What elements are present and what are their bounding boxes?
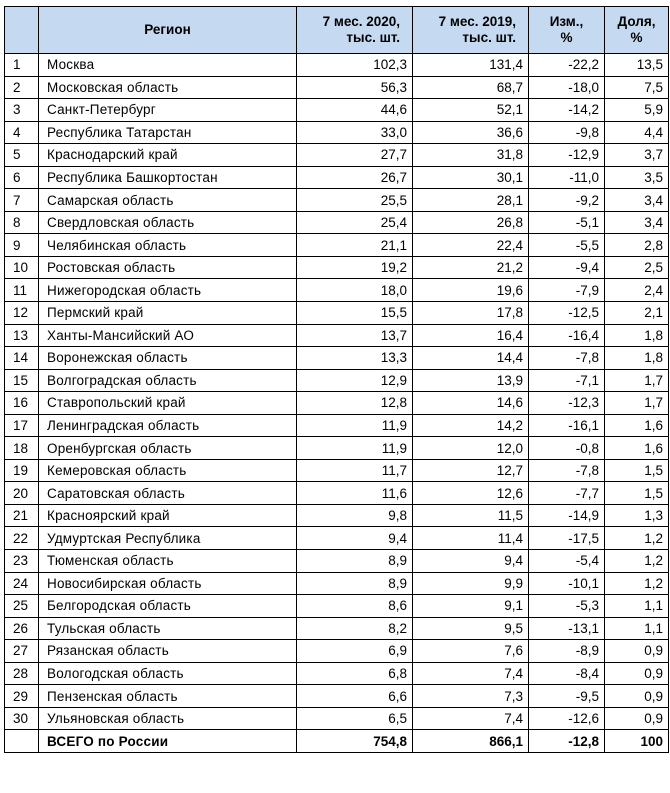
value-2019: 12,6 bbox=[413, 482, 529, 505]
region-name: Красноярский край bbox=[39, 504, 297, 527]
region-sales-table bbox=[4, 6, 669, 753]
row-number: 9 bbox=[5, 234, 39, 257]
share-percent: 4,4 bbox=[605, 121, 669, 144]
change-percent: -7,1 bbox=[529, 369, 605, 392]
value-2020: 9,4 bbox=[297, 527, 413, 550]
change-percent: -18,0 bbox=[529, 76, 605, 99]
table-row bbox=[5, 640, 669, 663]
change-percent: -16,4 bbox=[529, 324, 605, 347]
value-2019: 131,4 bbox=[413, 54, 529, 77]
value-2020: 56,3 bbox=[297, 76, 413, 99]
change-percent: -13,1 bbox=[529, 617, 605, 640]
value-2020: 11,9 bbox=[297, 437, 413, 460]
share-percent: 5,9 bbox=[605, 99, 669, 122]
value-2019: 17,8 bbox=[413, 302, 529, 325]
share-percent: 3,5 bbox=[605, 166, 669, 189]
change-percent: -8,9 bbox=[529, 640, 605, 663]
share-percent: 1,8 bbox=[605, 324, 669, 347]
share-percent: 1,2 bbox=[605, 572, 669, 595]
change-percent: -12,3 bbox=[529, 392, 605, 415]
share-percent: 3,4 bbox=[605, 189, 669, 212]
region-name: Вологодская область bbox=[39, 662, 297, 685]
share-percent: 0,9 bbox=[605, 685, 669, 708]
value-2019: 12,0 bbox=[413, 437, 529, 460]
row-number: 14 bbox=[5, 347, 39, 370]
share-percent: 1,7 bbox=[605, 369, 669, 392]
total-region-name: ВСЕГО по России bbox=[39, 730, 297, 753]
value-2019: 14,6 bbox=[413, 392, 529, 415]
table-row bbox=[5, 459, 669, 482]
change-percent: -17,5 bbox=[529, 527, 605, 550]
row-number: 4 bbox=[5, 121, 39, 144]
change-percent: -7,8 bbox=[529, 347, 605, 370]
value-2020: 11,9 bbox=[297, 414, 413, 437]
value-2020: 13,7 bbox=[297, 324, 413, 347]
region-name: Белгородская область bbox=[39, 595, 297, 618]
value-2019: 28,1 bbox=[413, 189, 529, 212]
value-2019: 12,7 bbox=[413, 459, 529, 482]
table-row bbox=[5, 99, 669, 122]
value-2020: 9,8 bbox=[297, 504, 413, 527]
change-percent: -11,0 bbox=[529, 166, 605, 189]
row-number: 26 bbox=[5, 617, 39, 640]
share-percent: 1,2 bbox=[605, 527, 669, 550]
value-2019: 7,4 bbox=[413, 707, 529, 730]
region-name: Оренбургская область bbox=[39, 437, 297, 460]
value-2019: 7,4 bbox=[413, 662, 529, 685]
value-2020: 21,1 bbox=[297, 234, 413, 257]
value-2019: 14,4 bbox=[413, 347, 529, 370]
share-percent: 7,5 bbox=[605, 76, 669, 99]
change-percent: -9,4 bbox=[529, 256, 605, 279]
header-change: Изм., % bbox=[529, 7, 605, 54]
value-2019: 9,1 bbox=[413, 595, 529, 618]
value-2020: 25,5 bbox=[297, 189, 413, 212]
table-row bbox=[5, 54, 669, 77]
region-name: Рязанская область bbox=[39, 640, 297, 663]
row-number: 20 bbox=[5, 482, 39, 505]
total-share-percent: 100 bbox=[605, 730, 669, 753]
value-2019: 26,8 bbox=[413, 211, 529, 234]
region-name: Московская область bbox=[39, 76, 297, 99]
table-body bbox=[5, 54, 669, 753]
value-2020: 12,9 bbox=[297, 369, 413, 392]
table-row bbox=[5, 324, 669, 347]
value-2019: 9,5 bbox=[413, 617, 529, 640]
row-number: 7 bbox=[5, 189, 39, 212]
value-2020: 6,9 bbox=[297, 640, 413, 663]
value-2020: 102,3 bbox=[297, 54, 413, 77]
share-percent: 1,5 bbox=[605, 459, 669, 482]
row-number: 3 bbox=[5, 99, 39, 122]
region-name: Республика Татарстан bbox=[39, 121, 297, 144]
row-number: 27 bbox=[5, 640, 39, 663]
value-2019: 21,2 bbox=[413, 256, 529, 279]
value-2020: 44,6 bbox=[297, 99, 413, 122]
table-row bbox=[5, 121, 669, 144]
value-2020: 6,8 bbox=[297, 662, 413, 685]
value-2019: 7,6 bbox=[413, 640, 529, 663]
region-name: Ставропольский край bbox=[39, 392, 297, 415]
share-percent: 1,7 bbox=[605, 392, 669, 415]
share-percent: 1,2 bbox=[605, 550, 669, 573]
change-percent: -5,4 bbox=[529, 550, 605, 573]
table-row bbox=[5, 707, 669, 730]
table-row bbox=[5, 572, 669, 595]
value-2020: 6,5 bbox=[297, 707, 413, 730]
region-name: Санкт-Петербург bbox=[39, 99, 297, 122]
table-row bbox=[5, 211, 669, 234]
row-number: 15 bbox=[5, 369, 39, 392]
change-percent: -7,9 bbox=[529, 279, 605, 302]
region-name: Пермский край bbox=[39, 302, 297, 325]
share-percent: 2,1 bbox=[605, 302, 669, 325]
change-percent: -9,2 bbox=[529, 189, 605, 212]
table-row bbox=[5, 685, 669, 708]
value-2019: 22,4 bbox=[413, 234, 529, 257]
change-percent: -12,9 bbox=[529, 144, 605, 167]
value-2020: 12,8 bbox=[297, 392, 413, 415]
total-row bbox=[5, 730, 669, 753]
value-2020: 13,3 bbox=[297, 347, 413, 370]
value-2019: 9,4 bbox=[413, 550, 529, 573]
table-row bbox=[5, 189, 669, 212]
table-row bbox=[5, 76, 669, 99]
row-number: 8 bbox=[5, 211, 39, 234]
region-name: Челябинская область bbox=[39, 234, 297, 257]
value-2019: 52,1 bbox=[413, 99, 529, 122]
row-number: 28 bbox=[5, 662, 39, 685]
region-name: Москва bbox=[39, 54, 297, 77]
region-name: Волгоградская область bbox=[39, 369, 297, 392]
change-percent: -22,2 bbox=[529, 54, 605, 77]
table-row bbox=[5, 279, 669, 302]
share-percent: 3,4 bbox=[605, 211, 669, 234]
change-percent: -8,4 bbox=[529, 662, 605, 685]
region-name: Краснодарский край bbox=[39, 144, 297, 167]
share-percent: 0,9 bbox=[605, 707, 669, 730]
share-percent: 1,8 bbox=[605, 347, 669, 370]
row-number: 13 bbox=[5, 324, 39, 347]
share-percent: 0,9 bbox=[605, 640, 669, 663]
share-percent: 1,5 bbox=[605, 482, 669, 505]
region-name: Ульяновская область bbox=[39, 707, 297, 730]
change-percent: -5,3 bbox=[529, 595, 605, 618]
region-name: Нижегородская область bbox=[39, 279, 297, 302]
table-row bbox=[5, 527, 669, 550]
value-2020: 8,2 bbox=[297, 617, 413, 640]
change-percent: -12,5 bbox=[529, 302, 605, 325]
row-number: 25 bbox=[5, 595, 39, 618]
table-row bbox=[5, 550, 669, 573]
value-2019: 31,8 bbox=[413, 144, 529, 167]
change-percent: -16,1 bbox=[529, 414, 605, 437]
row-number: 5 bbox=[5, 144, 39, 167]
change-percent: -7,7 bbox=[529, 482, 605, 505]
change-percent: -7,8 bbox=[529, 459, 605, 482]
share-percent: 3,7 bbox=[605, 144, 669, 167]
row-number: 22 bbox=[5, 527, 39, 550]
region-name: Новосибирская область bbox=[39, 572, 297, 595]
value-2020: 33,0 bbox=[297, 121, 413, 144]
region-name: Ленинградская область bbox=[39, 414, 297, 437]
value-2019: 9,9 bbox=[413, 572, 529, 595]
value-2019: 13,9 bbox=[413, 369, 529, 392]
region-name: Воронежская область bbox=[39, 347, 297, 370]
table-row bbox=[5, 437, 669, 460]
total-value-2020: 754,8 bbox=[297, 730, 413, 753]
row-number: 19 bbox=[5, 459, 39, 482]
share-percent: 2,5 bbox=[605, 256, 669, 279]
change-percent: -12,6 bbox=[529, 707, 605, 730]
table-header-row bbox=[5, 7, 669, 54]
value-2020: 25,4 bbox=[297, 211, 413, 234]
value-2019: 68,7 bbox=[413, 76, 529, 99]
change-percent: -5,1 bbox=[529, 211, 605, 234]
value-2020: 8,9 bbox=[297, 572, 413, 595]
row-number: 6 bbox=[5, 166, 39, 189]
share-percent: 0,9 bbox=[605, 662, 669, 685]
table-row bbox=[5, 617, 669, 640]
region-name: Кемеровская область bbox=[39, 459, 297, 482]
total-change-percent: -12,8 bbox=[529, 730, 605, 753]
table-row bbox=[5, 256, 669, 279]
table-row bbox=[5, 347, 669, 370]
value-2019: 14,2 bbox=[413, 414, 529, 437]
value-2019: 36,6 bbox=[413, 121, 529, 144]
value-2020: 8,9 bbox=[297, 550, 413, 573]
value-2020: 18,0 bbox=[297, 279, 413, 302]
region-name: Республика Башкортостан bbox=[39, 166, 297, 189]
change-percent: -0,8 bbox=[529, 437, 605, 460]
table-row bbox=[5, 482, 669, 505]
value-2019: 7,3 bbox=[413, 685, 529, 708]
share-percent: 1,1 bbox=[605, 595, 669, 618]
share-percent: 1,3 bbox=[605, 504, 669, 527]
row-number: 24 bbox=[5, 572, 39, 595]
region-name: Саратовская область bbox=[39, 482, 297, 505]
header-region: Регион bbox=[39, 7, 297, 54]
row-number: 10 bbox=[5, 256, 39, 279]
share-percent: 1,6 bbox=[605, 437, 669, 460]
share-percent: 13,5 bbox=[605, 54, 669, 77]
region-name: Тюменская область bbox=[39, 550, 297, 573]
value-2020: 15,5 bbox=[297, 302, 413, 325]
region-name: Свердловская область bbox=[39, 211, 297, 234]
table-row bbox=[5, 504, 669, 527]
value-2019: 19,6 bbox=[413, 279, 529, 302]
header-num bbox=[5, 7, 39, 54]
value-2020: 6,6 bbox=[297, 685, 413, 708]
value-2019: 16,4 bbox=[413, 324, 529, 347]
total-value-2019: 866,1 bbox=[413, 730, 529, 753]
header-share: Доля, % bbox=[605, 7, 669, 54]
change-percent: -14,9 bbox=[529, 504, 605, 527]
row-number: 1 bbox=[5, 54, 39, 77]
row-number: 18 bbox=[5, 437, 39, 460]
table-row bbox=[5, 166, 669, 189]
region-name: Тульская область bbox=[39, 617, 297, 640]
table-row bbox=[5, 234, 669, 257]
region-name: Ханты-Мансийский АО bbox=[39, 324, 297, 347]
value-2020: 27,7 bbox=[297, 144, 413, 167]
row-number: 17 bbox=[5, 414, 39, 437]
table-row bbox=[5, 662, 669, 685]
region-name: Самарская область bbox=[39, 189, 297, 212]
value-2019: 30,1 bbox=[413, 166, 529, 189]
change-percent: -10,1 bbox=[529, 572, 605, 595]
share-percent: 1,1 bbox=[605, 617, 669, 640]
change-percent: -9,8 bbox=[529, 121, 605, 144]
value-2019: 11,5 bbox=[413, 504, 529, 527]
row-number: 30 bbox=[5, 707, 39, 730]
row-number: 12 bbox=[5, 302, 39, 325]
table-row bbox=[5, 144, 669, 167]
table-row bbox=[5, 414, 669, 437]
region-name: Пензенская область bbox=[39, 685, 297, 708]
value-2020: 11,7 bbox=[297, 459, 413, 482]
value-2020: 26,7 bbox=[297, 166, 413, 189]
value-2020: 19,2 bbox=[297, 256, 413, 279]
row-number: 21 bbox=[5, 504, 39, 527]
value-2020: 8,6 bbox=[297, 595, 413, 618]
row-number: 23 bbox=[5, 550, 39, 573]
region-name: Удмуртская Республика bbox=[39, 527, 297, 550]
row-number: 29 bbox=[5, 685, 39, 708]
header-2020: 7 мес. 2020, тыс. шт. bbox=[297, 7, 413, 54]
change-percent: -9,5 bbox=[529, 685, 605, 708]
table-row bbox=[5, 392, 669, 415]
change-percent: -14,2 bbox=[529, 99, 605, 122]
share-percent: 2,8 bbox=[605, 234, 669, 257]
table-row bbox=[5, 369, 669, 392]
header-2019: 7 мес. 2019, тыс. шт. bbox=[413, 7, 529, 54]
value-2020: 11,6 bbox=[297, 482, 413, 505]
share-percent: 1,6 bbox=[605, 414, 669, 437]
table-row bbox=[5, 302, 669, 325]
row-number: 2 bbox=[5, 76, 39, 99]
change-percent: -5,5 bbox=[529, 234, 605, 257]
total-row-number bbox=[5, 730, 39, 753]
row-number: 11 bbox=[5, 279, 39, 302]
table-row bbox=[5, 595, 669, 618]
share-percent: 2,4 bbox=[605, 279, 669, 302]
row-number: 16 bbox=[5, 392, 39, 415]
value-2019: 11,4 bbox=[413, 527, 529, 550]
region-name: Ростовская область bbox=[39, 256, 297, 279]
